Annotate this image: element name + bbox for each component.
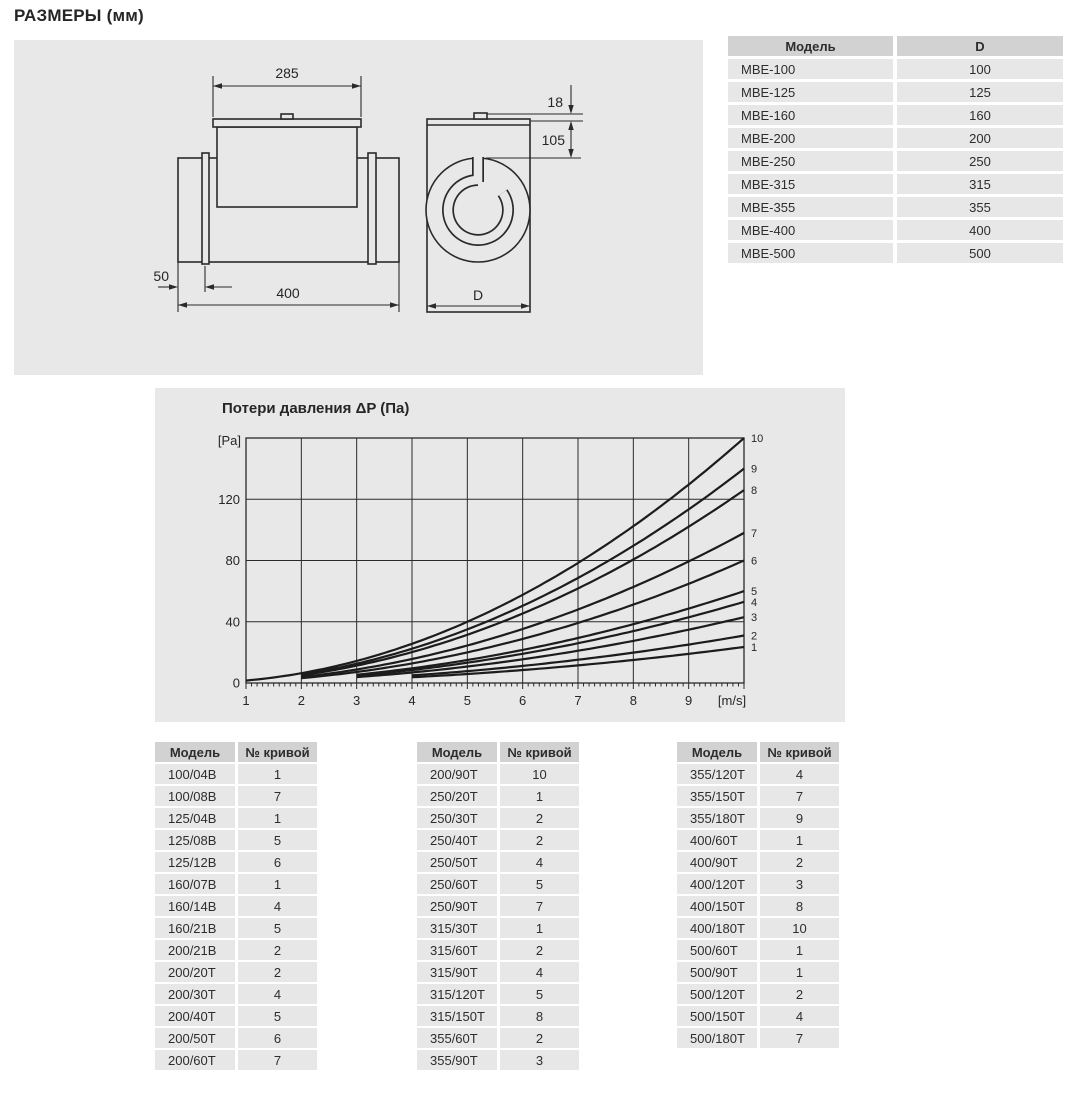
dim-arrow [390, 302, 399, 307]
curve-label-8: 8 [751, 485, 758, 498]
value-cell: 4 [760, 1006, 839, 1026]
model-cell: МВЕ-500 [728, 243, 893, 263]
curve-10 [246, 438, 744, 681]
value-cell: 2 [760, 984, 839, 1004]
value-cell: 2 [500, 830, 579, 850]
y-tick-label: 120 [218, 491, 240, 507]
dim-label-105: 105 [541, 132, 565, 148]
model-cell: МВЕ-100 [728, 59, 893, 79]
value-cell: 4 [760, 764, 839, 784]
model-cell: МВЕ-315 [728, 174, 893, 194]
value-cell: 1 [500, 786, 579, 806]
curve-label-7: 7 [751, 527, 758, 540]
value-cell: 7 [500, 896, 579, 916]
model-cell: 315/60Т [417, 940, 497, 960]
model-cell: 200/60Т [155, 1050, 235, 1070]
dim-label-285: 285 [275, 65, 299, 81]
value-cell: 160 [897, 105, 1063, 125]
value-cell: 5 [500, 984, 579, 1004]
value-cell: 500 [897, 243, 1063, 263]
curve-label-9: 9 [751, 463, 758, 476]
curve-table-header: № кривой [238, 742, 317, 762]
curve-number-table-1 [155, 742, 317, 1070]
x-tick-label: 3 [353, 693, 361, 708]
right-clamp [368, 153, 376, 264]
value-cell: 7 [238, 1050, 317, 1070]
value-cell: 250 [897, 151, 1063, 171]
x-tick-label: 4 [408, 693, 416, 708]
value-cell: 4 [238, 984, 317, 1004]
curve-label-6: 6 [751, 555, 758, 568]
curve-table-header: № кривой [500, 742, 579, 762]
model-cell: 500/150Т [677, 1006, 757, 1026]
x-tick-label: 9 [685, 693, 693, 708]
value-cell: 2 [238, 940, 317, 960]
model-cell: 200/20Т [155, 962, 235, 982]
model-cell: 200/50Т [155, 1028, 235, 1048]
model-cell: МВЕ-160 [728, 105, 893, 125]
value-cell: 3 [760, 874, 839, 894]
value-cell: 1 [760, 940, 839, 960]
terminal-box [217, 127, 357, 207]
model-cell: 315/150Т [417, 1006, 497, 1026]
value-cell: 5 [238, 918, 317, 938]
model-cell: 500/90Т [677, 962, 757, 982]
model-cell: МВЕ-200 [728, 128, 893, 148]
value-cell: 6 [238, 852, 317, 872]
value-cell: 1 [760, 830, 839, 850]
value-cell: 100 [897, 59, 1063, 79]
value-cell: 10 [760, 918, 839, 938]
model-cell: 355/90Т [417, 1050, 497, 1070]
value-cell: 8 [760, 896, 839, 916]
value-cell: 2 [500, 940, 579, 960]
dim-arrow [169, 284, 178, 289]
dim-arrow [205, 284, 214, 289]
value-cell: 7 [238, 786, 317, 806]
model-cell: 125/04В [155, 808, 235, 828]
value-cell: 7 [760, 786, 839, 806]
model-cell: 355/180Т [677, 808, 757, 828]
value-cell: 6 [238, 1028, 317, 1048]
model-table-header: D [897, 36, 1063, 56]
value-cell: 200 [897, 128, 1063, 148]
model-cell: 400/60Т [677, 830, 757, 850]
dim-label-D: D [472, 287, 484, 303]
dim-arrow [568, 121, 573, 130]
model-cell: 250/30Т [417, 808, 497, 828]
model-diameter-table [728, 36, 1063, 263]
y-unit-label: [Pa] [217, 433, 241, 448]
value-cell: 2 [760, 852, 839, 872]
model-cell: 355/120Т [677, 764, 757, 784]
curve-label-4: 4 [751, 596, 758, 609]
x-tick-label: 8 [629, 693, 637, 708]
model-cell: 315/120Т [417, 984, 497, 1004]
model-cell: 355/60Т [417, 1028, 497, 1048]
left-clamp [202, 153, 209, 264]
value-cell: 1 [238, 808, 317, 828]
front-handle [474, 113, 487, 119]
value-cell: 400 [897, 220, 1063, 240]
y-tick-label: 0 [232, 675, 240, 691]
value-cell: 9 [760, 808, 839, 828]
lid-handle [281, 114, 293, 119]
model-cell: 400/180Т [677, 918, 757, 938]
dimension-drawing [14, 40, 703, 375]
value-cell: 5 [500, 874, 579, 894]
chart-title: Потери давления ΔP (Па) [222, 400, 410, 417]
model-cell: 200/40Т [155, 1006, 235, 1026]
curve-label-1: 1 [751, 642, 758, 655]
page-title: РАЗМЕРЫ (мм) [14, 6, 144, 25]
model-cell: МВЕ-125 [728, 82, 893, 102]
model-cell: 315/90Т [417, 962, 497, 982]
curve-label-5: 5 [751, 586, 758, 599]
value-cell: 1 [238, 764, 317, 784]
value-cell: 7 [760, 1028, 839, 1048]
value-cell: 2 [238, 962, 317, 982]
model-cell: 100/04В [155, 764, 235, 784]
curve-4 [357, 602, 744, 676]
value-cell: 355 [897, 197, 1063, 217]
model-cell: 250/50Т [417, 852, 497, 872]
dim-label-50: 50 [153, 268, 169, 284]
model-cell: МВЕ-355 [728, 197, 893, 217]
model-cell: 500/120Т [677, 984, 757, 1004]
model-cell: 200/90Т [417, 764, 497, 784]
value-cell: 3 [500, 1050, 579, 1070]
model-cell: МВЕ-250 [728, 151, 893, 171]
model-cell: 200/30Т [155, 984, 235, 1004]
x-tick-label: 7 [574, 693, 582, 708]
value-cell: 2 [500, 808, 579, 828]
model-cell: 200/21В [155, 940, 235, 960]
model-cell: 500/60Т [677, 940, 757, 960]
x-tick-label: 2 [297, 693, 305, 708]
model-cell: 355/150Т [677, 786, 757, 806]
dim-label-18: 18 [547, 94, 563, 110]
model-cell: 160/21В [155, 918, 235, 938]
dim-arrow [568, 105, 573, 114]
curve-table-header: Модель [417, 742, 497, 762]
value-cell: 4 [238, 896, 317, 916]
model-cell: 125/12В [155, 852, 235, 872]
curve-label-10: 10 [751, 433, 764, 445]
model-cell: 160/14В [155, 896, 235, 916]
curve-table-header: Модель [677, 742, 757, 762]
x-unit-label: [m/s] [717, 693, 747, 708]
model-cell: 250/20Т [417, 786, 497, 806]
dim-arrow [352, 83, 361, 88]
chart-panel [155, 388, 845, 722]
value-cell: 315 [897, 174, 1063, 194]
model-table-header: Модель [728, 36, 893, 56]
box-lid [213, 119, 361, 127]
curve-number-table-2 [417, 742, 579, 1070]
model-cell: 125/08В [155, 830, 235, 850]
model-cell: 500/180Т [677, 1028, 757, 1048]
value-cell: 5 [238, 830, 317, 850]
x-tick-label: 1 [242, 693, 250, 708]
value-cell: 4 [500, 852, 579, 872]
model-cell: 400/150Т [677, 896, 757, 916]
model-cell: 315/30Т [417, 918, 497, 938]
curve-table-header: Модель [155, 742, 235, 762]
value-cell: 4 [500, 962, 579, 982]
model-cell: 250/40Т [417, 830, 497, 850]
value-cell: 8 [500, 1006, 579, 1026]
pressure-loss-chart [155, 388, 845, 722]
value-cell: 125 [897, 82, 1063, 102]
dim-arrow [178, 302, 187, 307]
y-tick-label: 80 [225, 553, 240, 568]
value-cell: 5 [238, 1006, 317, 1026]
model-cell: 250/90Т [417, 896, 497, 916]
value-cell: 1 [760, 962, 839, 982]
model-cell: 160/07В [155, 874, 235, 894]
value-cell: 2 [500, 1028, 579, 1048]
curve-label-3: 3 [751, 612, 758, 625]
value-cell: 10 [500, 764, 579, 784]
curve-label-2: 2 [751, 630, 758, 643]
y-tick-label: 40 [225, 614, 240, 630]
value-cell: 1 [238, 874, 317, 894]
model-cell: 100/08В [155, 786, 235, 806]
dim-arrow [568, 149, 573, 158]
curve-table-header: № кривой [760, 742, 839, 762]
curve-number-table-3 [677, 742, 839, 1048]
value-cell: 1 [500, 918, 579, 938]
model-cell: 400/90Т [677, 852, 757, 872]
dim-label-400: 400 [276, 285, 300, 301]
model-cell: МВЕ-400 [728, 220, 893, 240]
dim-arrow [213, 83, 222, 88]
model-cell: 250/60Т [417, 874, 497, 894]
x-tick-label: 5 [463, 693, 471, 708]
model-cell: 400/120Т [677, 874, 757, 894]
x-tick-label: 6 [519, 693, 527, 708]
dimension-drawing-panel [14, 40, 703, 375]
